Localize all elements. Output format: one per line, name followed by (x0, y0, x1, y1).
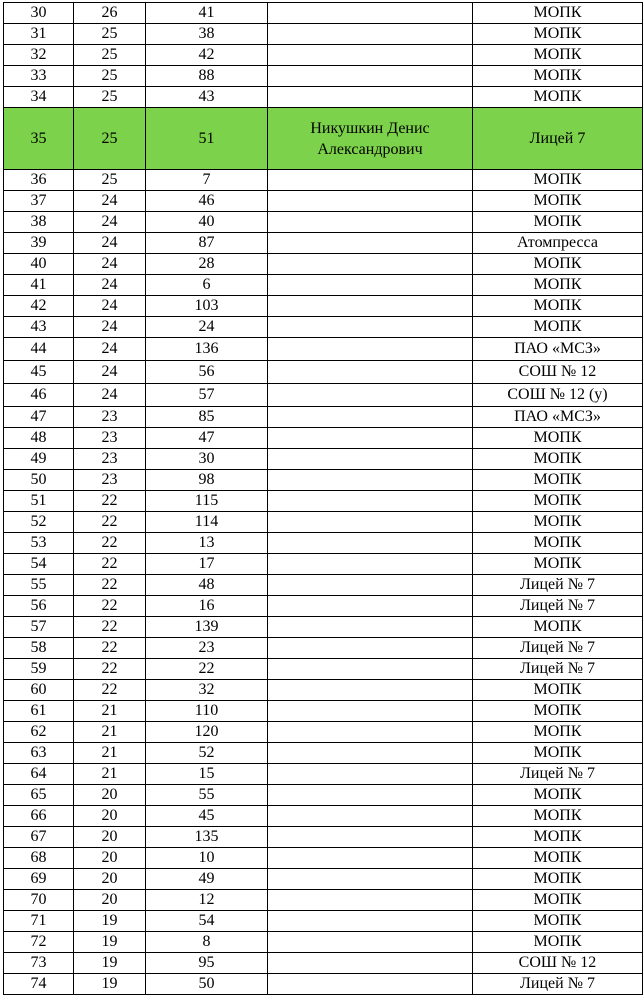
participant-number-cell: 23 (146, 638, 268, 659)
participant-number-cell: 28 (146, 254, 268, 275)
score-cell: 25 (74, 108, 146, 170)
place-cell: 73 (4, 953, 74, 974)
participant-name-cell (268, 233, 473, 254)
score-cell: 25 (74, 66, 146, 87)
place-cell: 62 (4, 722, 74, 743)
table-row (4, 317, 643, 338)
participant-name-cell (268, 911, 473, 932)
score-cell: 24 (74, 296, 146, 317)
score-cell: 22 (74, 554, 146, 575)
table-row (4, 911, 643, 932)
score-cell: 20 (74, 806, 146, 827)
score-cell: 20 (74, 827, 146, 848)
participant-number-cell: 115 (146, 491, 268, 512)
place-cell: 34 (4, 87, 74, 108)
school-cell: Лицей № 7 (473, 764, 643, 785)
school-cell: МОПК (473, 701, 643, 722)
school-cell: МОПК (473, 296, 643, 317)
table-row (4, 953, 643, 974)
school-cell: МОПК (473, 449, 643, 470)
place-cell: 63 (4, 743, 74, 764)
table-row (4, 806, 643, 827)
participant-number-cell: 136 (146, 338, 268, 361)
school-cell: Лицей № 7 (473, 638, 643, 659)
place-cell: 57 (4, 617, 74, 638)
participant-name-cell (268, 66, 473, 87)
place-cell: 42 (4, 296, 74, 317)
table-row (4, 254, 643, 275)
school-cell: МОПК (473, 722, 643, 743)
school-cell: Атомпресса (473, 233, 643, 254)
table-row (4, 701, 643, 722)
place-cell: 46 (4, 384, 74, 407)
participant-name-cell (268, 449, 473, 470)
table-row (4, 848, 643, 869)
score-cell: 22 (74, 533, 146, 554)
participant-number-cell: 22 (146, 659, 268, 680)
table-row (4, 575, 643, 596)
school-cell: СОШ № 12 (473, 361, 643, 384)
score-cell: 20 (74, 785, 146, 806)
participant-number-cell: 43 (146, 87, 268, 108)
participant-name-cell (268, 890, 473, 911)
place-cell: 71 (4, 911, 74, 932)
participant-name-cell (268, 932, 473, 953)
table-row (4, 932, 643, 953)
score-cell: 24 (74, 275, 146, 296)
table-row (4, 449, 643, 470)
school-cell: Лицей 7 (473, 108, 643, 170)
participant-number-cell: 85 (146, 407, 268, 428)
score-cell: 24 (74, 361, 146, 384)
table-row (4, 384, 643, 407)
score-cell: 20 (74, 869, 146, 890)
participant-name-cell (268, 3, 473, 24)
table-row (4, 869, 643, 890)
school-cell: МОПК (473, 3, 643, 24)
score-cell: 25 (74, 45, 146, 66)
participant-name-cell (268, 722, 473, 743)
place-cell: 49 (4, 449, 74, 470)
school-cell: МОПК (473, 932, 643, 953)
table-row (4, 66, 643, 87)
table-row (4, 233, 643, 254)
school-cell: МОПК (473, 317, 643, 338)
school-cell: МОПК (473, 827, 643, 848)
place-cell: 74 (4, 974, 74, 995)
table-row (4, 212, 643, 233)
place-cell: 44 (4, 338, 74, 361)
score-cell: 24 (74, 384, 146, 407)
participant-number-cell: 120 (146, 722, 268, 743)
participant-number-cell: 51 (146, 108, 268, 170)
participant-number-cell: 38 (146, 24, 268, 45)
results-table (3, 2, 643, 995)
place-cell: 66 (4, 806, 74, 827)
participant-name-cell (268, 338, 473, 361)
school-cell: МОПК (473, 24, 643, 45)
participant-name-cell (268, 361, 473, 384)
school-cell: ПАО «МСЗ» (473, 407, 643, 428)
place-cell: 41 (4, 275, 74, 296)
participant-name-cell (268, 785, 473, 806)
school-cell: МОПК (473, 890, 643, 911)
school-cell: ПАО «МСЗ» (473, 338, 643, 361)
table-row (4, 638, 643, 659)
place-cell: 65 (4, 785, 74, 806)
table-row (4, 3, 643, 24)
results-table-body (4, 3, 643, 995)
participant-name-cell (268, 317, 473, 338)
place-cell: 32 (4, 45, 74, 66)
place-cell: 60 (4, 680, 74, 701)
place-cell: 35 (4, 108, 74, 170)
school-cell: МОПК (473, 254, 643, 275)
score-cell: 23 (74, 428, 146, 449)
participant-number-cell: 114 (146, 512, 268, 533)
score-cell: 24 (74, 233, 146, 254)
participant-number-cell: 139 (146, 617, 268, 638)
participant-number-cell: 95 (146, 953, 268, 974)
participant-number-cell: 50 (146, 974, 268, 995)
participant-name-cell (268, 638, 473, 659)
participant-name-cell (268, 470, 473, 491)
participant-name-cell (268, 407, 473, 428)
table-row (4, 659, 643, 680)
participant-number-cell: 88 (146, 66, 268, 87)
score-cell: 24 (74, 338, 146, 361)
place-cell: 31 (4, 24, 74, 45)
table-row (4, 191, 643, 212)
score-cell: 20 (74, 848, 146, 869)
table-row (4, 512, 643, 533)
table-row (4, 722, 643, 743)
place-cell: 36 (4, 170, 74, 191)
score-cell: 23 (74, 449, 146, 470)
participant-name-cell (268, 596, 473, 617)
school-cell: МОПК (473, 785, 643, 806)
table-row (4, 338, 643, 361)
participant-number-cell: 30 (146, 449, 268, 470)
participant-number-cell: 40 (146, 212, 268, 233)
participant-number-cell: 135 (146, 827, 268, 848)
place-cell: 55 (4, 575, 74, 596)
place-cell: 52 (4, 512, 74, 533)
place-cell: 33 (4, 66, 74, 87)
participant-name-cell (268, 575, 473, 596)
participant-name-cell (268, 848, 473, 869)
table-row (4, 24, 643, 45)
table-row (4, 680, 643, 701)
participant-number-cell: 56 (146, 361, 268, 384)
place-cell: 37 (4, 191, 74, 212)
participant-number-cell: 47 (146, 428, 268, 449)
school-cell: СОШ № 12 (у) (473, 384, 643, 407)
participant-number-cell: 32 (146, 680, 268, 701)
table-row (4, 275, 643, 296)
participant-number-cell: 110 (146, 701, 268, 722)
score-cell: 22 (74, 491, 146, 512)
score-cell: 22 (74, 659, 146, 680)
table-row (4, 470, 643, 491)
school-cell: МОПК (473, 680, 643, 701)
participant-number-cell: 52 (146, 743, 268, 764)
participant-name-cell: Никушкин Денис Александрович (268, 108, 473, 170)
participant-name-cell (268, 191, 473, 212)
participant-name-cell (268, 212, 473, 233)
participant-name-cell (268, 24, 473, 45)
score-cell: 21 (74, 764, 146, 785)
place-cell: 38 (4, 212, 74, 233)
school-cell: МОПК (473, 617, 643, 638)
place-cell: 51 (4, 491, 74, 512)
table-row (4, 108, 643, 170)
school-cell: МОПК (473, 554, 643, 575)
participant-number-cell: 15 (146, 764, 268, 785)
school-cell: Лицей № 7 (473, 974, 643, 995)
score-cell: 24 (74, 191, 146, 212)
school-cell: МОПК (473, 848, 643, 869)
score-cell: 22 (74, 596, 146, 617)
score-cell: 22 (74, 638, 146, 659)
participant-number-cell: 10 (146, 848, 268, 869)
table-row (4, 785, 643, 806)
participant-number-cell: 6 (146, 275, 268, 296)
participant-number-cell: 7 (146, 170, 268, 191)
table-row (4, 533, 643, 554)
score-cell: 20 (74, 890, 146, 911)
participant-name-cell (268, 743, 473, 764)
school-cell: Лицей № 7 (473, 659, 643, 680)
participant-number-cell: 45 (146, 806, 268, 827)
school-cell: МОПК (473, 87, 643, 108)
participant-name-cell (268, 296, 473, 317)
score-cell: 25 (74, 24, 146, 45)
school-cell: МОПК (473, 512, 643, 533)
table-row (4, 827, 643, 848)
participant-name-cell (268, 869, 473, 890)
school-cell: МОПК (473, 743, 643, 764)
place-cell: 48 (4, 428, 74, 449)
participant-number-cell: 16 (146, 596, 268, 617)
place-cell: 56 (4, 596, 74, 617)
participant-number-cell: 57 (146, 384, 268, 407)
school-cell: МОПК (473, 911, 643, 932)
participant-name-cell (268, 764, 473, 785)
table-row (4, 87, 643, 108)
school-cell: МОПК (473, 806, 643, 827)
participant-name-cell (268, 827, 473, 848)
participant-number-cell: 103 (146, 296, 268, 317)
score-cell: 23 (74, 407, 146, 428)
score-cell: 21 (74, 701, 146, 722)
participant-name-cell (268, 428, 473, 449)
table-row (4, 743, 643, 764)
place-cell: 61 (4, 701, 74, 722)
participant-name-cell (268, 680, 473, 701)
participant-name-cell (268, 384, 473, 407)
score-cell: 22 (74, 575, 146, 596)
participant-name-cell (268, 659, 473, 680)
participant-name-cell (268, 275, 473, 296)
participant-number-cell: 17 (146, 554, 268, 575)
participant-number-cell: 42 (146, 45, 268, 66)
school-cell: МОПК (473, 191, 643, 212)
participant-number-cell: 54 (146, 911, 268, 932)
score-cell: 25 (74, 87, 146, 108)
table-row (4, 45, 643, 66)
score-cell: 22 (74, 617, 146, 638)
participant-number-cell: 87 (146, 233, 268, 254)
school-cell: МОПК (473, 66, 643, 87)
participant-number-cell: 24 (146, 317, 268, 338)
table-row (4, 361, 643, 384)
place-cell: 47 (4, 407, 74, 428)
place-cell: 69 (4, 869, 74, 890)
school-cell: МОПК (473, 45, 643, 66)
participant-name-cell (268, 512, 473, 533)
participant-number-cell: 8 (146, 932, 268, 953)
participant-name-cell (268, 45, 473, 66)
school-cell: Лицей № 7 (473, 596, 643, 617)
table-row (4, 554, 643, 575)
place-cell: 50 (4, 470, 74, 491)
score-cell: 19 (74, 974, 146, 995)
table-row (4, 491, 643, 512)
school-cell: СОШ № 12 (473, 953, 643, 974)
score-cell: 24 (74, 254, 146, 275)
school-cell: МОПК (473, 470, 643, 491)
score-cell: 19 (74, 932, 146, 953)
score-cell: 24 (74, 317, 146, 338)
place-cell: 68 (4, 848, 74, 869)
school-cell: МОПК (473, 170, 643, 191)
score-cell: 24 (74, 212, 146, 233)
score-cell: 19 (74, 953, 146, 974)
place-cell: 67 (4, 827, 74, 848)
place-cell: 39 (4, 233, 74, 254)
participant-name-cell (268, 170, 473, 191)
participant-number-cell: 55 (146, 785, 268, 806)
school-cell: МОПК (473, 491, 643, 512)
place-cell: 58 (4, 638, 74, 659)
place-cell: 45 (4, 361, 74, 384)
place-cell: 72 (4, 932, 74, 953)
participant-name-cell (268, 254, 473, 275)
table-row (4, 596, 643, 617)
score-cell: 25 (74, 170, 146, 191)
table-row (4, 764, 643, 785)
score-cell: 21 (74, 743, 146, 764)
school-cell: МОПК (473, 212, 643, 233)
participant-number-cell: 41 (146, 3, 268, 24)
place-cell: 64 (4, 764, 74, 785)
participant-number-cell: 98 (146, 470, 268, 491)
place-cell: 40 (4, 254, 74, 275)
participant-number-cell: 13 (146, 533, 268, 554)
place-cell: 53 (4, 533, 74, 554)
participant-number-cell: 46 (146, 191, 268, 212)
participant-name-cell (268, 806, 473, 827)
participant-name-cell (268, 87, 473, 108)
score-cell: 19 (74, 911, 146, 932)
school-cell: Лицей № 7 (473, 575, 643, 596)
table-row (4, 296, 643, 317)
participant-number-cell: 49 (146, 869, 268, 890)
participant-name-cell (268, 533, 473, 554)
table-row (4, 407, 643, 428)
school-cell: МОПК (473, 869, 643, 890)
place-cell: 54 (4, 554, 74, 575)
table-row (4, 890, 643, 911)
place-cell: 70 (4, 890, 74, 911)
participant-name-cell (268, 554, 473, 575)
table-row (4, 974, 643, 995)
table-row (4, 617, 643, 638)
table-row (4, 428, 643, 449)
participant-name-cell (268, 617, 473, 638)
score-cell: 26 (74, 3, 146, 24)
place-cell: 59 (4, 659, 74, 680)
participant-name-cell (268, 491, 473, 512)
participant-number-cell: 12 (146, 890, 268, 911)
participant-name-cell (268, 974, 473, 995)
score-cell: 21 (74, 722, 146, 743)
school-cell: МОПК (473, 275, 643, 296)
school-cell: МОПК (473, 533, 643, 554)
table-row (4, 170, 643, 191)
score-cell: 22 (74, 680, 146, 701)
participant-name-cell (268, 701, 473, 722)
score-cell: 22 (74, 512, 146, 533)
participant-number-cell: 48 (146, 575, 268, 596)
school-cell: МОПК (473, 428, 643, 449)
score-cell: 23 (74, 470, 146, 491)
place-cell: 43 (4, 317, 74, 338)
place-cell: 30 (4, 3, 74, 24)
participant-name-cell (268, 953, 473, 974)
